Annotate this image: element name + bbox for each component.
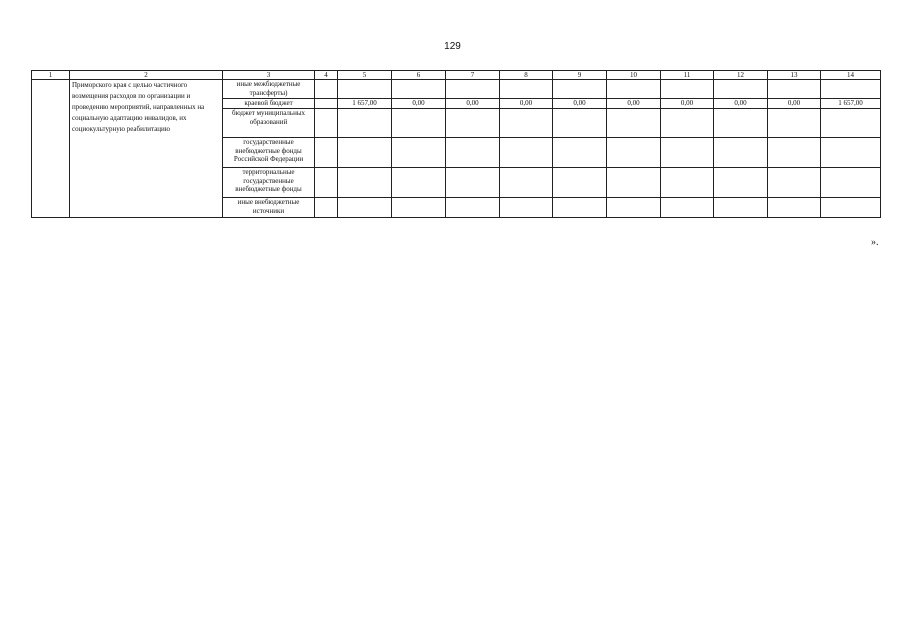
column-header: 5 (338, 71, 392, 80)
value-cell (315, 198, 338, 218)
value-cell: 0,00 (768, 99, 821, 109)
value-cell (821, 109, 881, 138)
column-header: 7 (446, 71, 500, 80)
value-cell (821, 168, 881, 198)
funding-source: бюджет муниципальных образований (223, 109, 315, 138)
funding-source: государственные внебюджетные фонды Российской Федерации (223, 138, 315, 168)
value-cell (714, 138, 768, 168)
column-header: 6 (392, 71, 446, 80)
budget-table (31, 70, 881, 218)
closing-quote-mark: ». (871, 237, 879, 248)
column-header: 14 (821, 71, 881, 80)
column-header: 2 (70, 71, 223, 80)
value-cell (768, 109, 821, 138)
funding-source: иные внебюджетные источники (223, 198, 315, 218)
column-header: 3 (223, 71, 315, 80)
value-cell: 0,00 (553, 99, 607, 109)
value-cell (446, 198, 500, 218)
value-cell: 0,00 (714, 99, 768, 109)
value-cell (500, 198, 553, 218)
value-cell (446, 80, 500, 99)
value-cell (714, 80, 768, 99)
funding-source: краевой бюджет (223, 99, 315, 109)
column-header: 12 (714, 71, 768, 80)
value-cell (768, 168, 821, 198)
value-cell (821, 138, 881, 168)
value-cell (661, 80, 714, 99)
value-cell (553, 198, 607, 218)
value-cell (446, 168, 500, 198)
page-number: 129 (444, 41, 461, 52)
value-cell (768, 138, 821, 168)
value-cell (338, 80, 392, 99)
value-cell (768, 80, 821, 99)
value-cell (392, 109, 446, 138)
value-cell (661, 198, 714, 218)
value-cell (821, 80, 881, 99)
value-cell (714, 109, 768, 138)
value-cell (392, 198, 446, 218)
value-cell (553, 168, 607, 198)
measure-description: Приморского края с целью частичного возмещения расходов по организации и проведению мероприятий, направленных на социальную адаптацию инвалидов, их социокультурную реабилитацию (70, 80, 223, 218)
value-cell: 0,00 (392, 99, 446, 109)
value-cell (392, 80, 446, 99)
value-cell (315, 109, 338, 138)
header-row (32, 71, 881, 80)
value-cell (315, 80, 338, 99)
value-cell (315, 168, 338, 198)
column-header: 10 (607, 71, 661, 80)
value-cell (607, 138, 661, 168)
column-header: 13 (768, 71, 821, 80)
value-cell: 1 657,00 (821, 99, 881, 109)
value-cell (607, 198, 661, 218)
value-cell (661, 109, 714, 138)
funding-source: иные межбюджетные трансферты) (223, 80, 315, 99)
value-cell (315, 99, 338, 109)
value-cell (338, 138, 392, 168)
value-cell (500, 109, 553, 138)
value-cell (607, 109, 661, 138)
value-cell (446, 138, 500, 168)
value-cell (661, 168, 714, 198)
value-cell (553, 80, 607, 99)
value-cell (392, 168, 446, 198)
column-header: 8 (500, 71, 553, 80)
row-number-cell (32, 80, 70, 218)
column-header: 4 (315, 71, 338, 80)
value-cell (768, 198, 821, 218)
value-cell (714, 198, 768, 218)
value-cell (714, 168, 768, 198)
value-cell: 1 657,00 (338, 99, 392, 109)
funding-source: территориальные государственные внебюджетные фонды (223, 168, 315, 198)
value-cell (338, 168, 392, 198)
value-cell (392, 138, 446, 168)
value-cell: 0,00 (661, 99, 714, 109)
value-cell (338, 198, 392, 218)
value-cell: 0,00 (607, 99, 661, 109)
table-row (32, 80, 881, 99)
value-cell (661, 138, 714, 168)
value-cell (500, 168, 553, 198)
value-cell (338, 109, 392, 138)
value-cell: 0,00 (500, 99, 553, 109)
value-cell (607, 80, 661, 99)
value-cell (500, 80, 553, 99)
column-header: 11 (661, 71, 714, 80)
value-cell (446, 109, 500, 138)
value-cell (821, 198, 881, 218)
value-cell (607, 168, 661, 198)
column-header: 9 (553, 71, 607, 80)
column-header: 1 (32, 71, 70, 80)
value-cell (553, 138, 607, 168)
value-cell (315, 138, 338, 168)
value-cell (553, 109, 607, 138)
value-cell (500, 138, 553, 168)
value-cell: 0,00 (446, 99, 500, 109)
